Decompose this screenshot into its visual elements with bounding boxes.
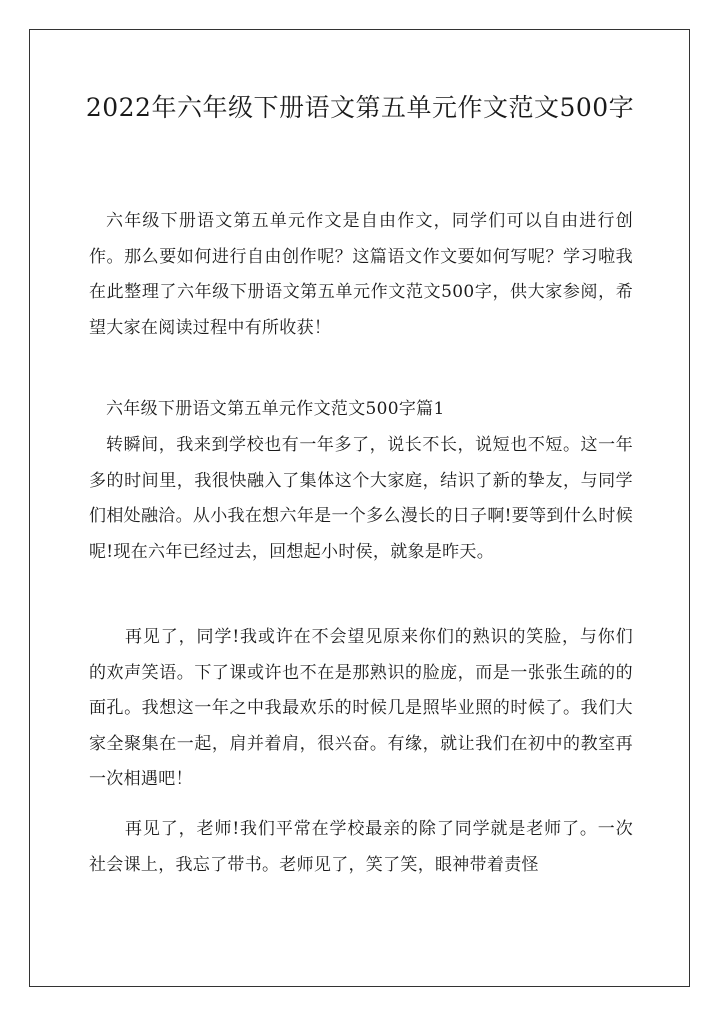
section-heading — [89, 392, 633, 428]
paragraph-text: 再见了，同学!我或许在不会望见原来你们的熟识的笑脸，与你们的欢声笑语。下了课或许也不在是那熟识的脸庞，而是一张张生疏的的面孔。我想这一年之中我最欢乐的时候几是照毕业照的时候了。我们大家全聚集在一起，肩并着肩，很兴奋。有缘，就让我们在初中的教室再一次相遇吧！ — [89, 627, 633, 789]
essay-paragraph-3 — [89, 812, 633, 883]
paragraph-text: 转瞬间，我来到学校也有一年多了，说长不长，说短也不短。这一年多的时间里，我很快融入了集体这个大家庭，结识了新的挚友，与同学们相处融洽。从小我在想六年是一个多么漫长的日子啊!要等到什么时候呢!现在六年已经过去，回想起小时侯，就象是昨天。 — [89, 435, 633, 562]
intro-paragraph — [89, 204, 633, 346]
document-title: 2022年六年级下册语文第五单元作文范文500字 — [85, 93, 635, 122]
essay-paragraph-1 — [89, 428, 633, 570]
section-heading-text: 六年级下册语文第五单元作文范文500字篇1 — [106, 399, 445, 419]
intro-text: 六年级下册语文第五单元作文是自由作文，同学们可以自由进行创作。那么要如何进行自由创作呢？这篇语文作文要如何写呢？学习啦我在此整理了六年级下册语文第五单元作文范文500字，供大家参阅，希望大家在阅读过程中有所收获！ — [89, 211, 633, 338]
paragraph-text: 再见了，老师!我们平常在学校最亲的除了同学就是老师了。一次社会课上，我忘了带书。老师见了，笑了笑，眼神带着责怪 — [89, 819, 633, 875]
essay-paragraph-2 — [89, 620, 633, 798]
